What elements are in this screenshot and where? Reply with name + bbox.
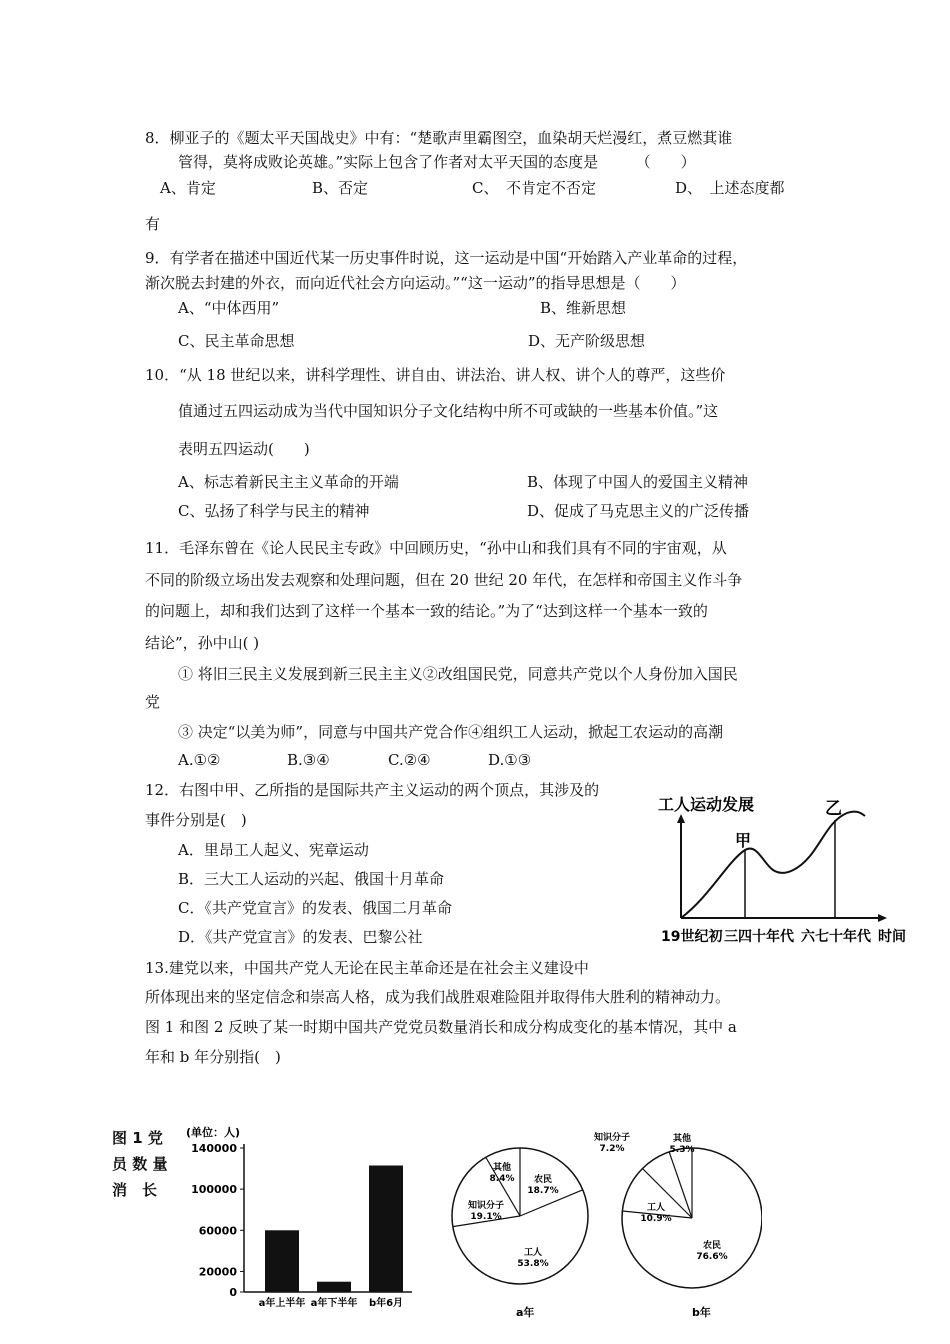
x-axis-label: 时间 <box>878 929 906 945</box>
q10-option-c: C、弘扬了科学与民主的精神 <box>178 502 370 520</box>
q11-option-b: B.③④ <box>287 751 330 769</box>
bar-ytick-label: 100000 <box>191 1183 237 1197</box>
pie-b-title: b年 <box>692 1306 711 1319</box>
pie-slice-value: 53.8% <box>517 1259 549 1269</box>
q12-option-a: A．里昂工人起义、宪章运动 <box>178 841 369 859</box>
bar-ytick-label: 0 <box>229 1286 237 1299</box>
x-tick-19th: 19世纪初 <box>661 929 723 945</box>
pie-slice-label: 工人 <box>523 1248 543 1258</box>
q11-line4: 结论”，孙中山( ) <box>145 634 260 652</box>
pie-slice-label: 知识分子 <box>593 1133 631 1143</box>
q11-item1-continued: 党 <box>145 693 161 711</box>
bar-unit-label: (单位：人) <box>186 1126 241 1139</box>
q12-option-b: B．三大工人运动的兴起、俄国十月革命 <box>178 870 445 888</box>
bar-category-label: a年下半年 <box>310 1298 358 1309</box>
q13-line2: 所体现出来的坚定信念和崇高人格，成为我们战胜艰难险阻并取得伟大胜利的精神动力。 <box>145 988 731 1006</box>
q11-option-c: C.②④ <box>388 751 431 769</box>
q11-item2: ③ 决定“以美为师”，同意与中国共产党合作④组织工人运动，掀起工农运动的高潮 <box>178 723 724 741</box>
fig1-caption-line1: 图 1 党 <box>112 1129 163 1147</box>
bar-2 <box>317 1282 351 1292</box>
q13-line4: 年和 b 年分别指( ) <box>145 1048 281 1066</box>
q8-option-d: D、 上述态度都 <box>675 179 785 197</box>
fig1-caption-line2: 员 数 量 <box>112 1155 168 1173</box>
pie-slice-label: 知识分子 <box>467 1201 505 1211</box>
pie-chart-b <box>582 1128 762 1324</box>
q8-line2: 管得，莫将成败论英雄。”实际上包含了作者对太平天国的态度是 （ ） <box>178 153 696 171</box>
q11-option-a: A.①② <box>178 751 221 769</box>
q9-line1: 9．有学者在描述中国近代某一历史事件时说，这一运动是中国“开始踏入产业革命的过程， <box>145 249 748 267</box>
q11-line2: 不同的阶级立场出发去观察和处理问题，但在 20 世纪 20 年代，在怎样和帝国主义作斗争 <box>145 571 743 589</box>
q9-option-c: C、民主革命思想 <box>178 332 295 350</box>
bar-ytick-label: 20000 <box>198 1265 237 1279</box>
peak-label-yi: 乙 <box>825 799 842 819</box>
q9-option-a: A、“中体西用” <box>178 299 280 317</box>
q10-option-b: B、体现了中国人的爱国主义精神 <box>527 473 749 491</box>
q11-option-d: D.①③ <box>488 751 532 769</box>
pie-slice-label: 工人 <box>646 1203 666 1213</box>
x-tick-6070: 六七十年代 <box>801 929 871 945</box>
q10-line1: 10．“从 18 世纪以来，讲科学理性、讲自由、讲法治、讲人权、讲个人的尊严，这些价 <box>145 366 726 384</box>
peak-label-jia: 甲 <box>735 831 752 850</box>
q8-option-d-continued: 有 <box>145 215 161 233</box>
pie-slice-value: 8.4% <box>489 1174 515 1184</box>
worker-movement-chart <box>655 788 920 950</box>
bar-3 <box>369 1165 403 1292</box>
q10-option-d: D、促成了马克思主义的广泛传播 <box>527 502 750 520</box>
q10-line2: 值通过五四运动成为当代中国知识分子文化结构中所不可或缺的一些基本价值。”这 <box>178 402 719 420</box>
pie-slice-value: 10.9% <box>640 1214 672 1224</box>
pie-chart-a <box>448 1128 596 1324</box>
q8-option-a: A、肯定 <box>160 179 216 197</box>
q11-item1: ① 将旧三民主义发展到新三民主主义②改组国民党，同意共产党以个人身份加入国民 <box>178 665 738 683</box>
bar-category-label: a年上半年 <box>258 1298 306 1309</box>
q9-option-b: B、维新思想 <box>540 299 627 317</box>
pie-slice-value: 7.2% <box>599 1144 625 1154</box>
bar-1 <box>265 1230 299 1292</box>
q10-line3: 表明五四运动( ) <box>178 440 310 458</box>
fig1-caption-line3: 消 长 <box>112 1181 158 1199</box>
pie-slice-value: 18.7% <box>527 1186 559 1196</box>
q12-line1: 12．右图中甲、乙所指的是国际共产主义运动的两个顶点，其涉及的 <box>145 781 600 799</box>
q8-option-b: B、否定 <box>312 179 369 197</box>
x-tick-3040: 三四十年代 <box>724 929 794 945</box>
q11-line1: 11．毛泽东曾在《论人民民主专政》中回顾历史，“孙中山和我们具有不同的宇宙观，从 <box>145 539 727 557</box>
bar-category-label: b年6月 <box>368 1298 404 1309</box>
chart-curve <box>681 812 865 918</box>
pie-slice-label: 其他 <box>672 1134 692 1144</box>
party-members-bar-chart <box>172 1122 422 1318</box>
y-axis-arrow-icon <box>677 814 685 823</box>
pie-a-title: a年 <box>516 1306 535 1319</box>
x-axis-arrow-icon <box>878 914 887 922</box>
pie-slice-label: 其他 <box>492 1163 512 1173</box>
q12-line2: 事件分别是( ) <box>145 811 247 829</box>
pie-slice-value: 76.6% <box>696 1252 728 1262</box>
q13-line1: 13.建党以来，中国共产党人无论在民主革命还是在社会主义建设中 <box>145 959 589 977</box>
q12-option-c: C．《共产党宣言》的发表、俄国二月革命 <box>178 899 452 917</box>
bar-ytick-label: 140000 <box>191 1142 237 1155</box>
q13-line3: 图 1 和图 2 反映了某一时期中国共产党党员数量消长和成分构成变化的基本情况，其中 a <box>145 1018 737 1036</box>
q8-line1: 8．柳亚子的《题太平天国战史》中有：“楚歌声里霸图空，血染胡天烂漫红，煮豆燃萁谁 <box>145 129 733 147</box>
q9-line2: 渐次脱去封建的外衣，而向近代社会方向运动。”“这一运动”的指导思想是（ ） <box>145 274 686 292</box>
pie-slice-label: 农民 <box>533 1175 553 1185</box>
pie-slice-value: 19.1% <box>470 1212 502 1222</box>
q12-option-d: D．《共产党宣言》的发表、巴黎公社 <box>178 928 423 946</box>
q8-option-c: C、 不肯定不否定 <box>472 179 596 197</box>
q10-option-a: A、标志着新民主主义革命的开端 <box>178 473 399 491</box>
q11-line3: 的问题上，却和我们达到了这样一个基本一致的结论。”为了“达到这样一个基本一致的 <box>145 602 708 620</box>
pie-slice-label: 农民 <box>702 1241 722 1251</box>
bar-ytick-label: 60000 <box>198 1224 237 1238</box>
q9-option-d: D、无产阶级思想 <box>528 332 646 350</box>
pie-slice-value: 5.3% <box>669 1145 695 1155</box>
chart-ylabel: 工人运动发展 <box>658 795 755 814</box>
